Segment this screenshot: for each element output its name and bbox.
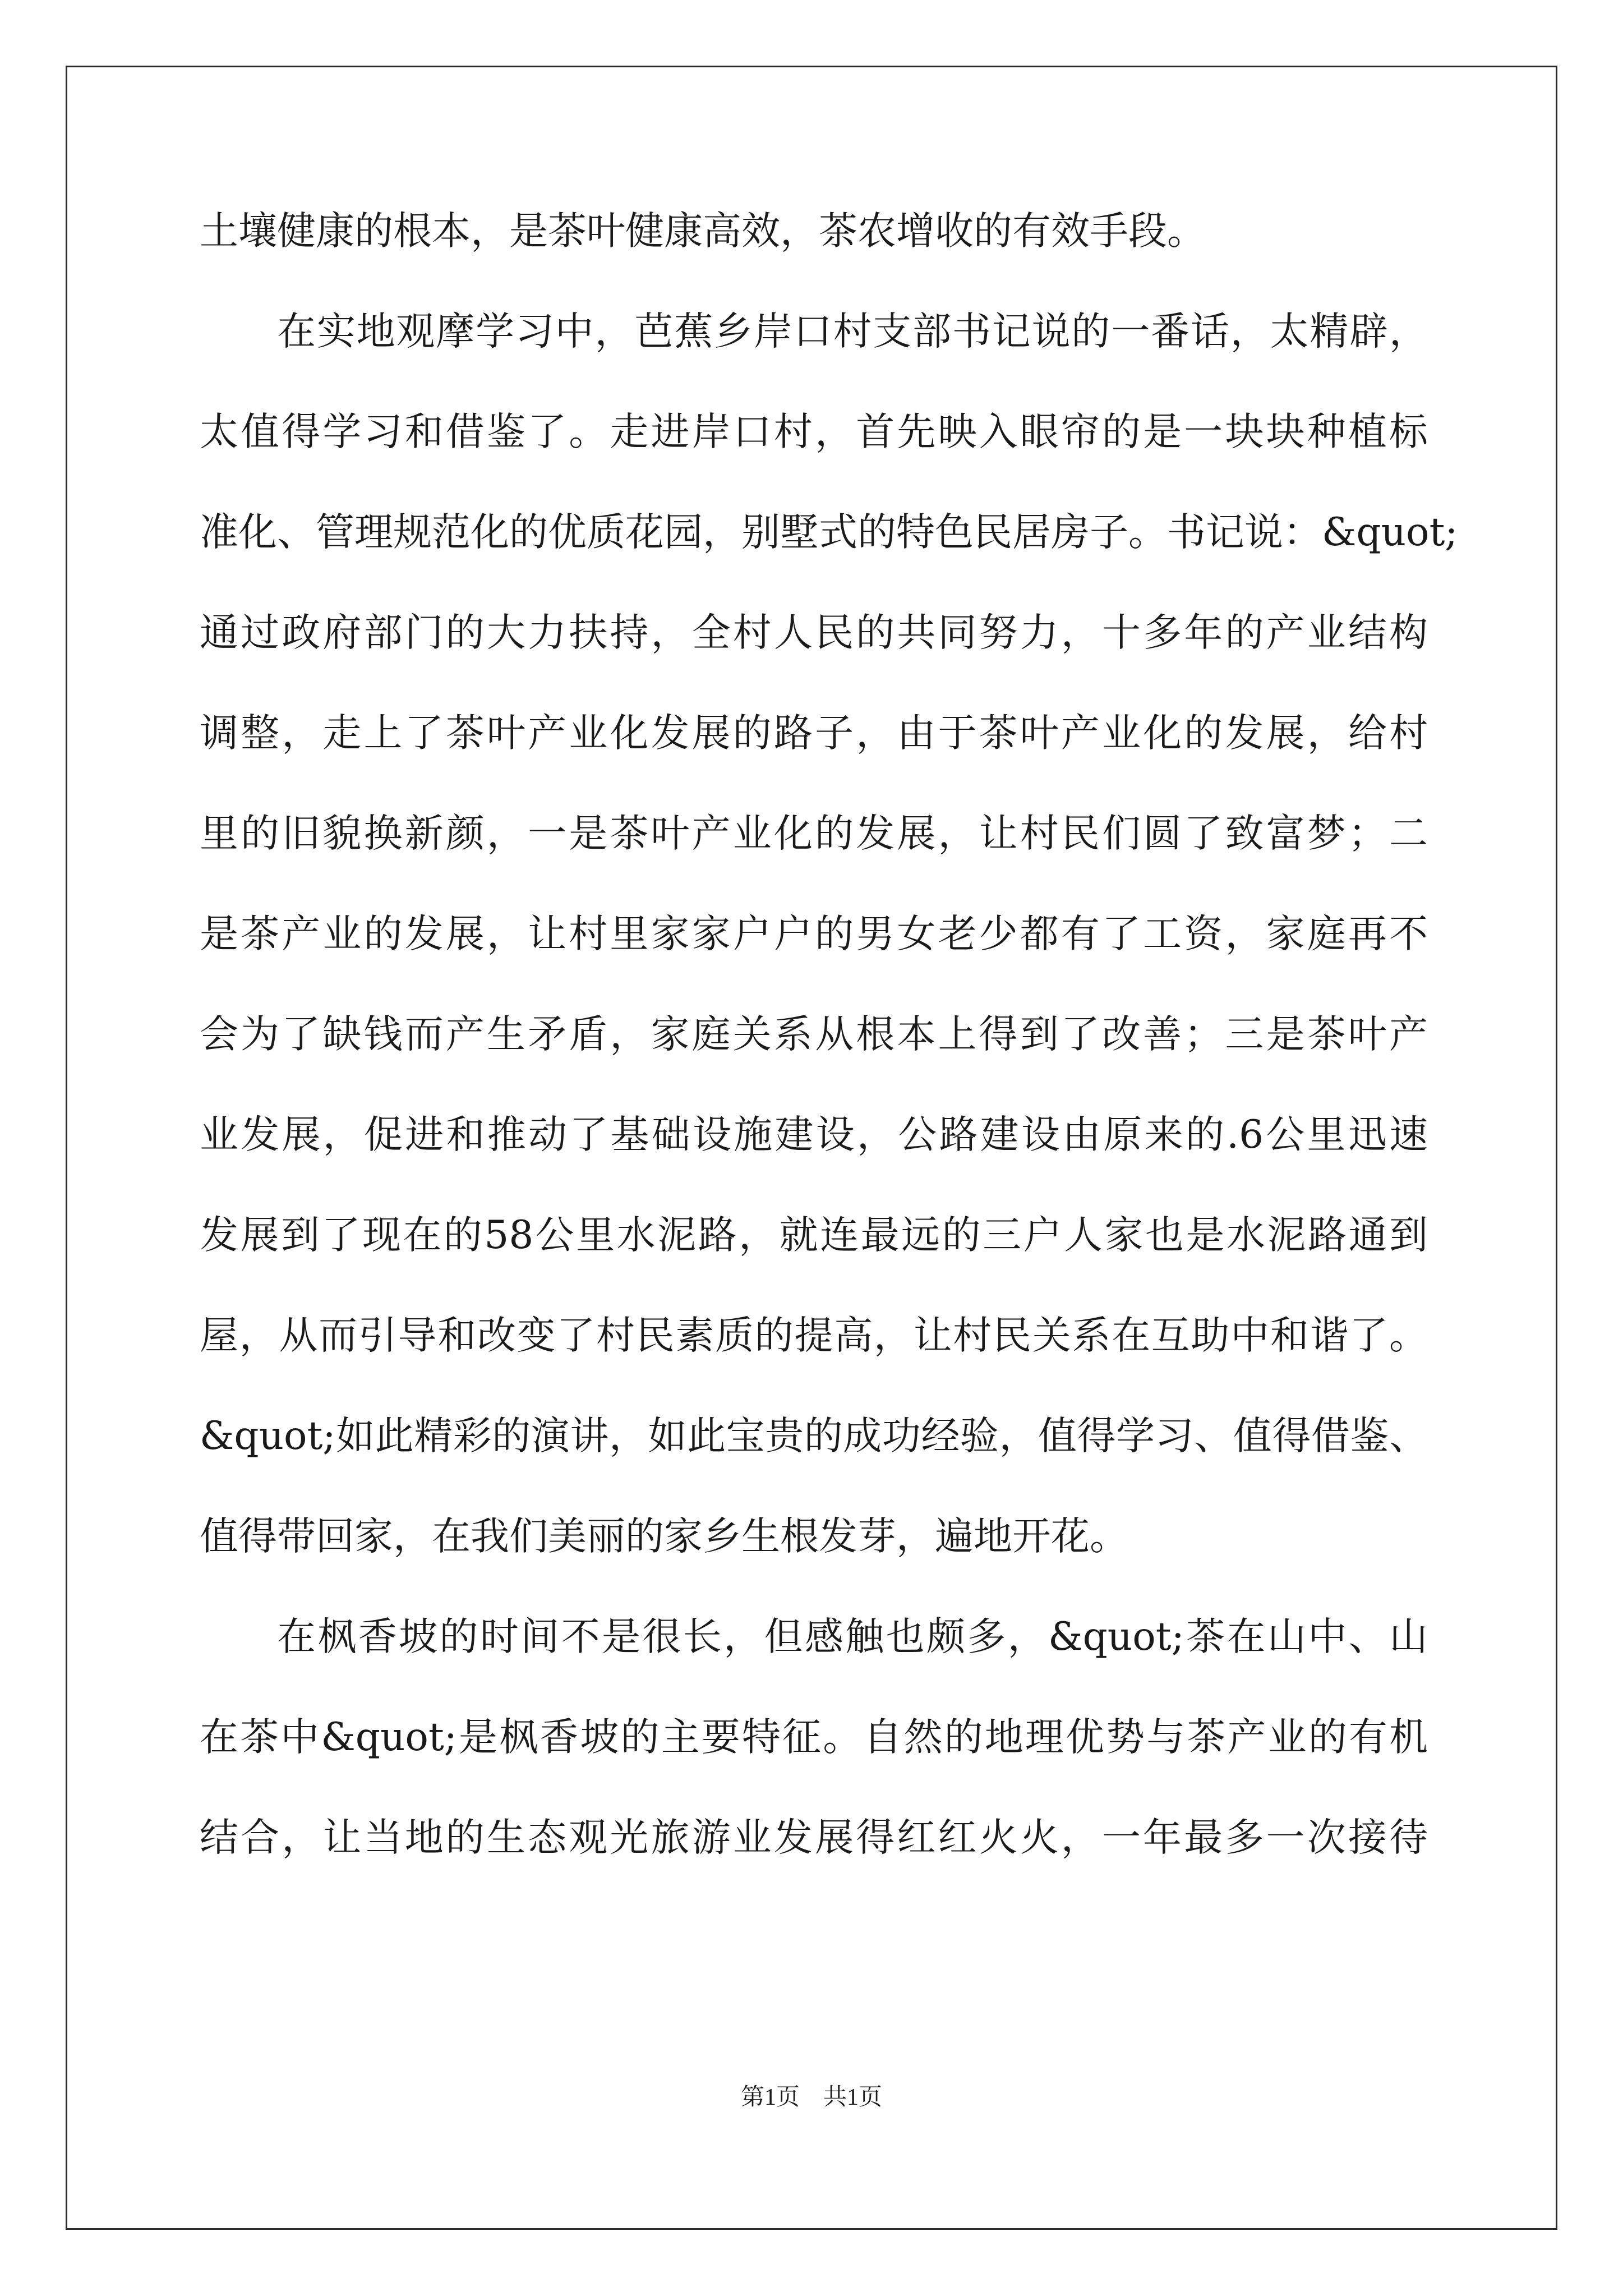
text-line: 会为了缺钱而产生矛盾，家庭关系从根本上得到了改善；三是茶叶产 bbox=[200, 1012, 1428, 1057]
text-line: 里的旧貌换新颜，一是茶叶产业化的发展，让村民们圆了致富梦；二 bbox=[200, 811, 1428, 856]
text-line: 结合，让当地的生态观光旅游业发展得红红火火，一年最多一次接待 bbox=[200, 1815, 1428, 1860]
text-line: 太值得学习和借鉴了。走进岸口村，首先映入眼帘的是一块块种植标 bbox=[200, 409, 1428, 454]
text-line: 值得带回家，在我们美丽的家乡生根发芽，遍地开花。 bbox=[200, 1514, 1128, 1559]
text-line: 是茶产业的发展，让村里家家户户的男女老少都有了工资，家庭再不 bbox=[200, 912, 1428, 956]
text-line: 发展到了现在的58公里水泥路，就连最远的三户人家也是水泥路通到 bbox=[200, 1213, 1428, 1258]
text-line: 通过政府部门的大力扶持，全村人民的共同努力，十多年的产业结构 bbox=[200, 610, 1428, 655]
page-footer: 第1页 共1页 bbox=[740, 2085, 882, 2110]
text-line: 准化、管理规范化的优质花园，别墅式的特色民居房子。书记说：&quot; bbox=[200, 510, 1458, 555]
text-line: 屋，从而引导和改变了村民素质的提高，让村民关系在互助中和谐了。 bbox=[200, 1313, 1428, 1358]
text-line: 调整，走上了茶叶产业化发展的路子，由于茶叶产业化的发展，给村 bbox=[200, 711, 1428, 756]
text-line: 土壤健康的根本，是茶叶健康高效，茶农增收的有效手段。 bbox=[200, 209, 1206, 254]
document-body bbox=[200, 203, 1458, 1910]
text-line: 在枫香坡的时间不是很长，但感触也颇多，&quot;茶在山中、山 bbox=[277, 1614, 1428, 1659]
text-line: 业发展，促进和推动了基础设施建设，公路建设由原来的.6公里迅速 bbox=[200, 1112, 1428, 1157]
text-line: 在茶中&quot;是枫香坡的主要特征。自然的地理优势与茶产业的有机 bbox=[200, 1715, 1428, 1760]
text-line: 在实地观摩学习中，芭蕉乡岸口村支部书记说的一番话，太精辟， bbox=[277, 309, 1428, 354]
text-line: &quot;如此精彩的演讲，如此宝贵的成功经验，值得学习、值得借鉴、 bbox=[200, 1414, 1428, 1458]
